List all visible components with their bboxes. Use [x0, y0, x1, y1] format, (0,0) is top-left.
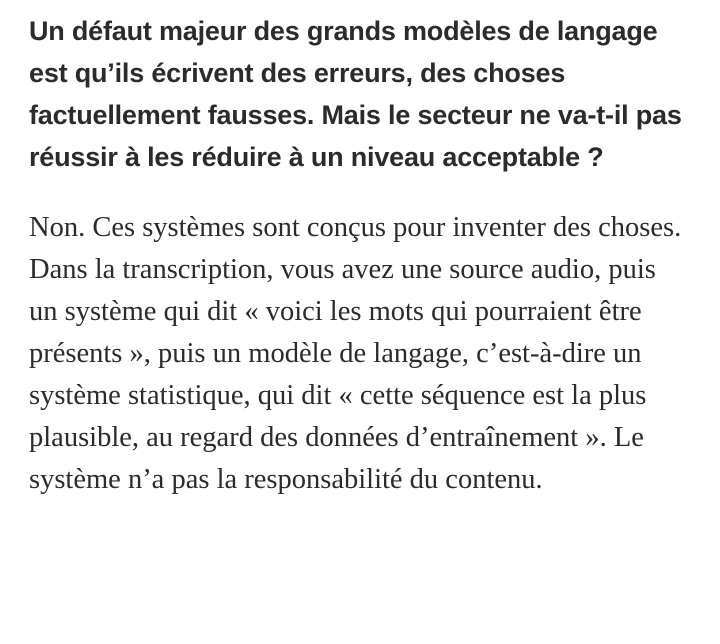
- interview-answer: Non. Ces systèmes sont conçus pour inventer des choses. Dans la transcription, vous avez une source audio, puis un système qui dit « voici les mots qui pourraient être présents », puis un modèle de langage, c’est-à-dire un système statistique, qui dit « cette séquence est la plus plausible, au regard des données d’entraînement ». Le système n’a pas la responsabilité du contenu.: [29, 212, 682, 495]
- interview-question: Un défaut majeur des grands modèles de langage est qu’ils écrivent des erreurs, des choses factuellement fausses. Mais le secteur ne va-t-il pas réussir à les réduire à un niveau acceptable ?: [29, 16, 682, 172]
